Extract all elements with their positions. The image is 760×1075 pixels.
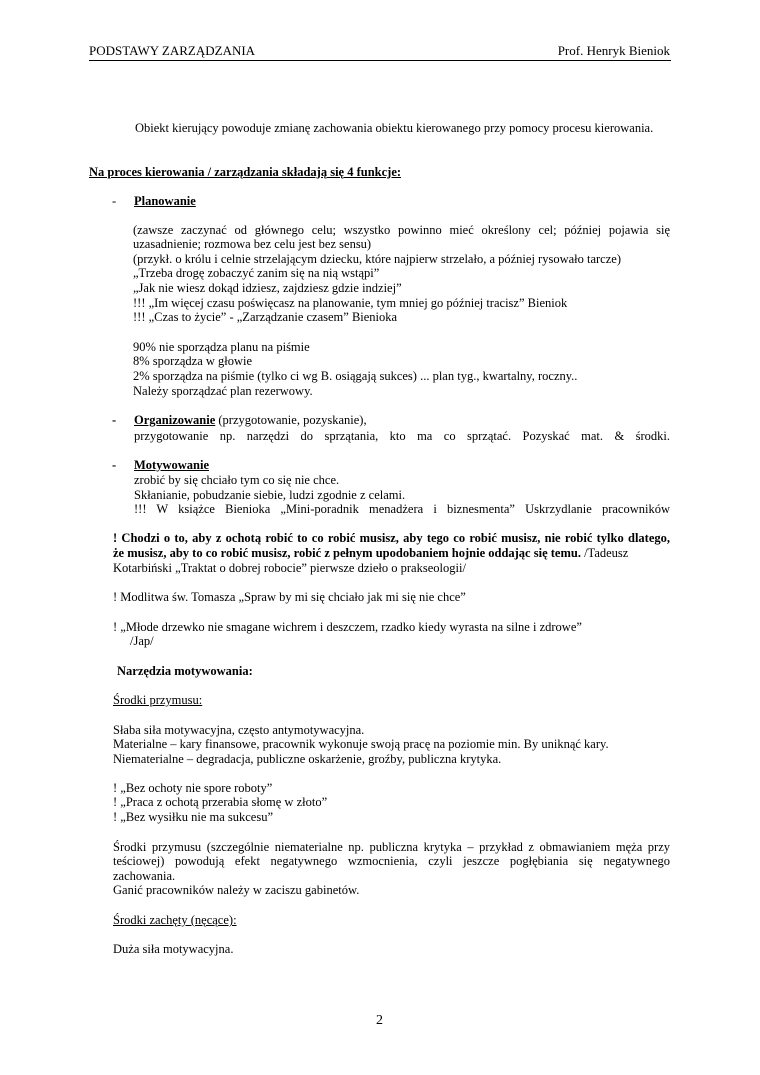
quote-bold-line: ! Chodzi o to, aby z ochotą robić to co robić musisz, aby tego co robić musisz, nie robić tylko dlatego,: [113, 531, 670, 545]
motivating-line: Skłanianie, pobudzanie siebie, ludzi zgodnie z celami.: [134, 488, 406, 502]
organizing-suffix: (przygotowanie, pozyskanie),: [215, 413, 367, 427]
planning-title: Planowanie: [134, 194, 196, 208]
intro-text: Obiekt kierujący powoduje zmianę zachowania obiektu kierowanego przy pomocy procesu kierowania.: [135, 121, 654, 135]
functions-heading: Na proces kierowania / zarządzania składają się 4 funkcje:: [89, 165, 402, 179]
coercion-saying: ! „Bez ochoty nie spore roboty”: [113, 781, 273, 795]
organizing-heading: [134, 413, 367, 427]
quote-source: Kotarbiński „Traktat o dobrej robocie” pierwsze dzieło o prakseologii/: [113, 561, 466, 575]
quote-bold-line: że musisz, aby to co robić musisz, robić z pełnym upodobaniem hojnie oddając się temu.: [113, 546, 581, 560]
prayer-text: ! Modlitwa św. Tomasza „Spraw by mi się chciało jak mi się nie chce”: [113, 590, 466, 604]
header-rule: [89, 60, 671, 61]
motivating-title: Motywowanie: [134, 458, 209, 472]
quote-attribution: /Tadeusz: [580, 546, 629, 560]
organizing-title: Organizowanie: [134, 413, 216, 427]
planning-line: !!! „Czas to życie” - „Zarządzanie czasem” Bienioka: [133, 310, 398, 324]
coercion-line: Słaba siła motywacyjna, często antymotywacyjna.: [113, 723, 365, 737]
organizing-line: przygotowanie np. narzędzi do sprzątania, kto ma co sprzątać. Pozyskać mat. & środki.: [134, 429, 670, 443]
motivating-book-line: !!! W książce Bienioka „Mini-poradnik menadżera i biznesmenta” Uskrzydlanie pracowników: [134, 502, 670, 516]
motivating-line: zrobić by się chciało tym co się nie chce.: [134, 473, 340, 487]
coercion-saying: ! „Praca z ochotą przerabia słomę w złoto”: [113, 795, 328, 809]
coercion-paragraph-line: teściowej) powodują efekt negatywnego wzmocnienia, czyli jeszcze pogłębiania się negatywnego: [113, 854, 670, 868]
planning-line: „Jak nie wiesz dokąd idziesz, zajdziesz gdzie indziej”: [133, 281, 402, 295]
organizing-bullet: -: [112, 413, 117, 427]
coercion-heading: Środki przymusu:: [113, 693, 203, 707]
coercion-saying: ! „Bez wysiłku nie ma sukcesu”: [113, 810, 274, 824]
planning-line: (przykł. o królu i celnie strzelającym dziecku, które najpierw strzelało, a później rysowało tarcze): [133, 252, 621, 266]
quote-line-2: [113, 546, 628, 560]
planning-line: !!! „Im więcej czasu poświęcasz na planowanie, tym mniej go później tracisz” Bieniok: [133, 296, 568, 310]
coercion-line: Niematerialne – degradacja, publiczne oskarżenie, groźby, publiczna krytyka.: [113, 752, 502, 766]
incentives-line: Duża siła motywacyjna.: [113, 942, 234, 956]
planning-line: „Trzeba drogę zobaczyć zanim się na nią wstąpi”: [133, 266, 380, 280]
proverb-origin: /Jap/: [130, 634, 154, 648]
planning-line: (zawsze zaczynać od głównego celu; wszystko powinno mieć określony cel; później pojawia się: [133, 223, 670, 237]
coercion-closing: Ganić pracowników należy w zaciszu gabinetów.: [113, 883, 360, 897]
motivating-bullet: -: [112, 458, 117, 472]
planning-bullet: -: [112, 194, 117, 208]
coercion-paragraph-line: Środki przymusu (szczególnie niematerialne np. publiczna krytyka – przykład z obmawianiem męża przy: [113, 840, 670, 854]
incentives-heading: Środki zachęty (nęcące):: [113, 913, 237, 927]
planning-stat: 90% nie sporządza planu na piśmie: [133, 340, 310, 354]
planning-line: uzasadnienie; rozmowa bez celu jest bez sensu): [133, 237, 372, 251]
page-number: 2: [376, 1013, 383, 1028]
header-title: PODSTAWY ZARZĄDZANIA: [89, 43, 256, 58]
planning-stat: Należy sporządzać plan rezerwowy.: [133, 384, 313, 398]
coercion-paragraph-line: zachowania.: [113, 869, 176, 883]
proverb-text: ! „Młode drzewko nie smagane wichrem i deszczem, rzadko kiedy wyrasta na silne i zdrowe”: [113, 620, 582, 634]
header-author: Prof. Henryk Bieniok: [557, 43, 670, 58]
coercion-line: Materialne – kary finansowe, pracownik wykonuje swoją pracę na poziomie min. By uniknąć kary.: [113, 737, 609, 751]
planning-stat: 8% sporządza w głowie: [133, 354, 253, 368]
planning-stat: 2% sporządza na piśmie (tylko ci wg B. osiągają sukces) ... plan tyg., kwartalny, roczny..: [133, 369, 578, 383]
tools-heading: Narzędzia motywowania:: [117, 664, 253, 678]
